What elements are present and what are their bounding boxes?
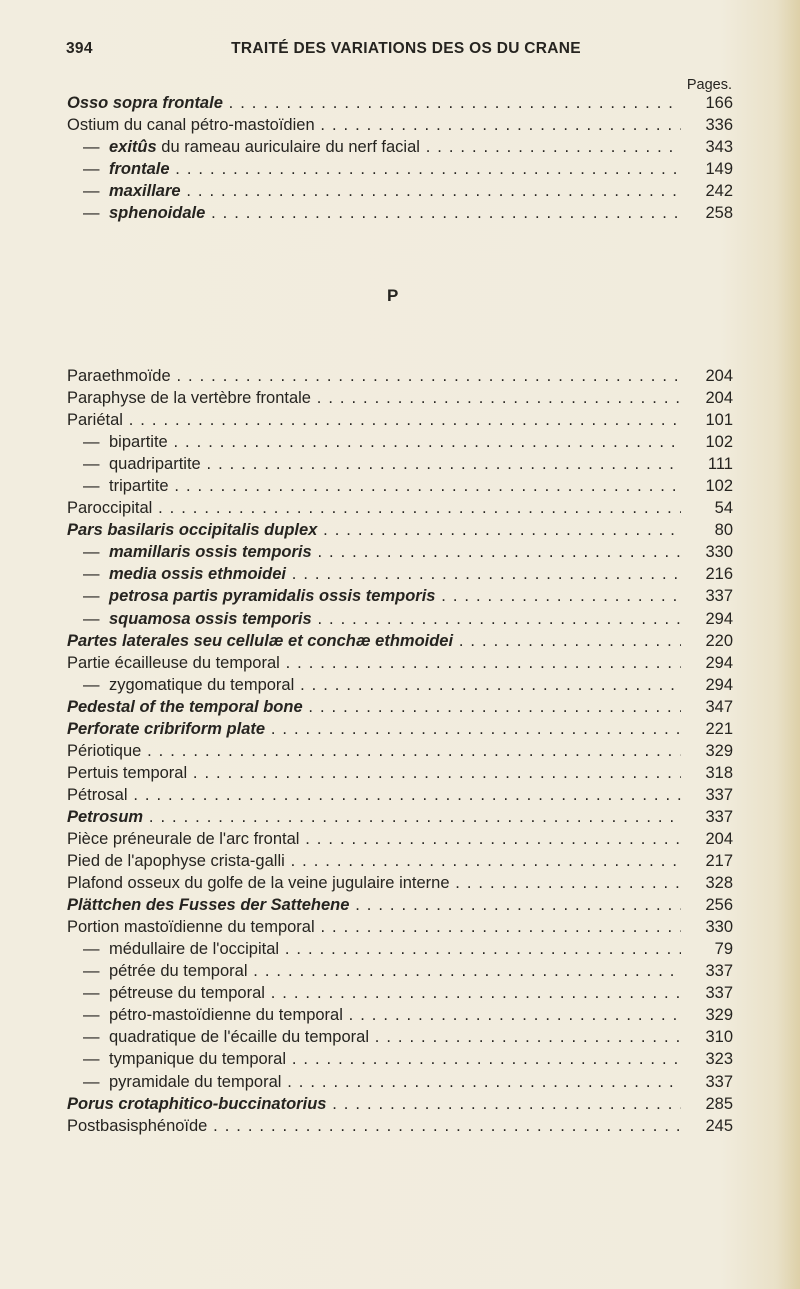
entry-page-number: 80 xyxy=(714,521,733,540)
entry-term: Pétrosal xyxy=(67,785,128,804)
index-entry xyxy=(67,608,733,630)
ditto-dash: — xyxy=(83,565,100,584)
index-entry xyxy=(67,960,733,982)
entry-term: Paraethmoïde xyxy=(67,367,171,385)
ditto-dash: — xyxy=(83,543,100,562)
entry-label xyxy=(83,563,681,585)
entry-term: Partes laterales seu cellulæ et conchæ ethmoidei xyxy=(67,631,454,650)
index-entry xyxy=(67,674,733,696)
entry-term: Partie écailleuse du temporal xyxy=(67,653,280,672)
entry-page-number: 285 xyxy=(705,1094,733,1113)
ditto-dash: — xyxy=(83,1050,100,1069)
entry-label xyxy=(83,608,681,630)
index-entry xyxy=(67,806,733,828)
running-header xyxy=(66,40,726,64)
entry-term: Osso sopra frontale xyxy=(67,94,223,112)
index-entry xyxy=(67,1048,733,1070)
ditto-dash: — xyxy=(83,984,100,1003)
entry-label xyxy=(83,1026,681,1048)
entry-term: quadripartite xyxy=(109,455,201,474)
entry-page-number: 337 xyxy=(705,587,733,606)
ditto-dash: — xyxy=(83,609,100,628)
entry-label xyxy=(83,674,681,696)
entry-label xyxy=(67,828,681,850)
entry-term: pétreuse du temporal xyxy=(109,984,265,1003)
entry-term: tympanique du temporal xyxy=(109,1050,287,1069)
ditto-dash: — xyxy=(83,160,100,179)
ditto-dash: — xyxy=(83,477,100,496)
index-entry xyxy=(67,1026,733,1048)
ditto-dash: — xyxy=(83,962,100,981)
entry-term: quadratique de l'écaille du temporal xyxy=(109,1028,369,1047)
index-entry xyxy=(67,982,733,1004)
entry-term: maxillare xyxy=(109,182,181,201)
ditto-dash: — xyxy=(83,433,100,452)
entry-page-number: 258 xyxy=(705,204,733,223)
entry-label xyxy=(67,872,681,894)
index-entry xyxy=(67,630,733,652)
index-entry xyxy=(67,519,733,541)
entry-label xyxy=(67,718,681,740)
entry-term: Paroccipital xyxy=(67,499,153,518)
entry-term: Porus crotaphitico-buccinatorius xyxy=(67,1094,327,1113)
entry-page-number: 204 xyxy=(705,829,733,848)
index-entry xyxy=(67,453,733,475)
entry-page-number: 330 xyxy=(705,918,733,937)
index-entry xyxy=(67,916,733,938)
running-title: TRAITÉ DES VARIATIONS DES OS DU CRANE xyxy=(231,40,581,57)
entry-page-number: 111 xyxy=(707,455,733,474)
entry-page-number: 102 xyxy=(705,433,733,452)
entry-label xyxy=(67,1093,681,1115)
entry-page-number: 221 xyxy=(705,719,733,738)
entry-label xyxy=(83,1004,681,1026)
entry-page-number: 329 xyxy=(705,1006,733,1025)
entry-label xyxy=(83,453,681,475)
index-entry xyxy=(67,136,733,158)
entry-label xyxy=(83,1071,681,1093)
entry-page-number: 330 xyxy=(705,543,733,562)
index-entry xyxy=(67,762,733,784)
index-entry xyxy=(67,431,733,453)
index-entry xyxy=(67,938,733,960)
entry-term: Pariétal xyxy=(67,411,123,430)
index-entry xyxy=(67,563,733,585)
entry-page-number: 323 xyxy=(705,1050,733,1069)
entry-label xyxy=(67,92,681,114)
index-entry xyxy=(67,652,733,674)
entry-label xyxy=(83,202,681,224)
entry-term: Pars basilaris occipitalis duplex xyxy=(67,521,318,540)
entry-page-number: 318 xyxy=(705,763,733,782)
entry-label xyxy=(67,497,681,519)
entry-label xyxy=(67,630,681,652)
ditto-dash: — xyxy=(83,138,100,157)
entry-term: pyramidale du temporal xyxy=(109,1072,282,1091)
entry-label xyxy=(67,1115,681,1137)
entry-label xyxy=(67,387,681,409)
entry-label xyxy=(83,938,681,960)
entry-term: Petrosum xyxy=(67,807,144,826)
entry-page-number: 337 xyxy=(705,984,733,1003)
entry-label xyxy=(67,365,681,387)
index-entry xyxy=(67,541,733,563)
index-list-p xyxy=(67,365,733,1137)
index-entry xyxy=(67,872,733,894)
entry-term: Ostium du canal pétro-mastoïdien xyxy=(67,116,315,135)
entry-label xyxy=(83,158,681,180)
index-entry xyxy=(67,475,733,497)
ditto-dash: — xyxy=(83,1072,100,1091)
entry-page-number: 242 xyxy=(705,182,733,201)
entry-term: Pedestal of the temporal bone xyxy=(67,697,303,716)
index-entry xyxy=(67,1115,733,1137)
entry-page-number: 337 xyxy=(705,1072,733,1091)
entry-page-number: 102 xyxy=(705,477,733,496)
index-entry xyxy=(67,497,733,519)
entry-term: mamillaris ossis temporis xyxy=(109,543,312,562)
ditto-dash: — xyxy=(83,940,100,959)
entry-label xyxy=(83,541,681,563)
entry-label xyxy=(83,475,681,497)
entry-page-number: 343 xyxy=(705,138,733,157)
index-entry xyxy=(67,850,733,872)
entry-term: Portion mastoïdienne du temporal xyxy=(67,918,315,937)
entry-term: frontale xyxy=(109,160,170,179)
entry-term: bipartite xyxy=(109,433,168,452)
ditto-dash: — xyxy=(83,455,100,474)
entry-page-number: 220 xyxy=(705,631,733,650)
entry-term: Pied de l'apophyse crista-galli xyxy=(67,852,285,871)
entry-label xyxy=(67,916,681,938)
entry-term: tripartite xyxy=(109,477,169,496)
entry-label xyxy=(67,894,681,916)
entry-label xyxy=(67,762,681,784)
index-entry xyxy=(67,740,733,762)
entry-page-number: 256 xyxy=(705,896,733,915)
section-letter: P xyxy=(387,286,399,305)
index-entry xyxy=(67,92,733,114)
ditto-dash: — xyxy=(83,182,100,201)
index-entry xyxy=(67,1071,733,1093)
entry-label xyxy=(83,431,681,453)
entry-term: Plättchen des Fusses der Sattehene xyxy=(67,896,350,915)
index-entry xyxy=(67,585,733,607)
entry-page-number: 166 xyxy=(705,94,733,112)
entry-page-number: 337 xyxy=(705,807,733,826)
entry-term: Pièce préneurale de l'arc frontal xyxy=(67,829,300,848)
entry-label xyxy=(67,850,681,872)
entry-page-number: 310 xyxy=(705,1028,733,1047)
entry-term: petrosa partis pyramidalis ossis temporis xyxy=(109,587,436,606)
entry-term: media ossis ethmoidei xyxy=(109,565,286,584)
entry-page-number: 337 xyxy=(705,785,733,804)
entry-label xyxy=(83,180,681,202)
index-entry xyxy=(67,180,733,202)
ditto-dash: — xyxy=(83,675,100,694)
entry-page-number: 294 xyxy=(705,609,733,628)
index-entry xyxy=(67,1093,733,1115)
entry-page-number: 149 xyxy=(705,160,733,179)
entry-page-number: 216 xyxy=(705,565,733,584)
entry-page-number: 294 xyxy=(705,675,733,694)
index-entry xyxy=(67,784,733,806)
entry-label xyxy=(83,1048,681,1070)
ditto-dash: — xyxy=(83,587,100,606)
index-entry xyxy=(67,718,733,740)
entry-page-number: 337 xyxy=(705,962,733,981)
entry-term-italic: exitûs xyxy=(109,138,157,157)
entry-page-number: 294 xyxy=(705,653,733,672)
page-number: 394 xyxy=(66,40,93,57)
entry-page-number: 204 xyxy=(705,389,733,408)
index-entry xyxy=(67,409,733,431)
index-entry xyxy=(67,828,733,850)
entry-label xyxy=(83,136,681,158)
entry-page-number: 328 xyxy=(705,874,733,893)
entry-page-number: 79 xyxy=(714,940,733,959)
entry-term: Pertuis temporal xyxy=(67,763,188,782)
entry-label xyxy=(67,784,681,806)
index-entry xyxy=(67,202,733,224)
entry-label xyxy=(67,806,681,828)
entry-term-rest: du rameau auriculaire du nerf facial xyxy=(156,138,420,157)
entry-page-number: 336 xyxy=(705,116,733,135)
entry-page-number: 217 xyxy=(705,852,733,871)
entry-page-number: 204 xyxy=(705,367,733,385)
entry-label xyxy=(67,740,681,762)
index-entry xyxy=(67,365,733,387)
entry-term: squamosa ossis temporis xyxy=(109,609,312,628)
entry-term: zygomatique du temporal xyxy=(109,675,295,694)
ditto-dash: — xyxy=(83,1028,100,1047)
index-list-o xyxy=(67,92,733,224)
entry-term: Postbasisphénoïde xyxy=(67,1116,208,1135)
entry-label xyxy=(83,585,681,607)
entry-label xyxy=(67,114,681,136)
entry-page-number: 245 xyxy=(705,1116,733,1135)
index-entry xyxy=(67,158,733,180)
entry-term: médullaire de l'occipital xyxy=(109,940,280,959)
index-entry xyxy=(67,114,733,136)
ditto-dash: — xyxy=(83,1006,100,1025)
index-entry xyxy=(67,387,733,409)
entry-label xyxy=(67,519,681,541)
entry-term: Périotique xyxy=(67,741,142,760)
entry-label xyxy=(67,696,681,718)
entry-term: Perforate cribriform plate xyxy=(67,719,266,738)
entry-label xyxy=(67,409,681,431)
index-entry xyxy=(67,696,733,718)
entry-page-number: 101 xyxy=(705,411,733,430)
index-entry xyxy=(67,1004,733,1026)
entry-term: Paraphyse de la vertèbre frontale xyxy=(67,389,311,408)
entry-term: Plafond osseux du golfe de la veine jugulaire interne xyxy=(67,874,450,893)
pages-column-label: Pages. xyxy=(686,77,732,93)
entry-term: pétrée du temporal xyxy=(109,962,248,981)
entry-page-number: 54 xyxy=(714,499,733,518)
entry-page-number: 347 xyxy=(705,697,733,716)
index-entry xyxy=(67,894,733,916)
entry-page-number: 329 xyxy=(705,741,733,760)
ditto-dash: — xyxy=(83,204,100,223)
entry-term: pétro-mastoïdienne du temporal xyxy=(109,1006,343,1025)
entry-term: sphenoidale xyxy=(109,204,206,223)
entry-label xyxy=(67,652,681,674)
entry-label xyxy=(83,960,681,982)
entry-label xyxy=(83,982,681,1004)
